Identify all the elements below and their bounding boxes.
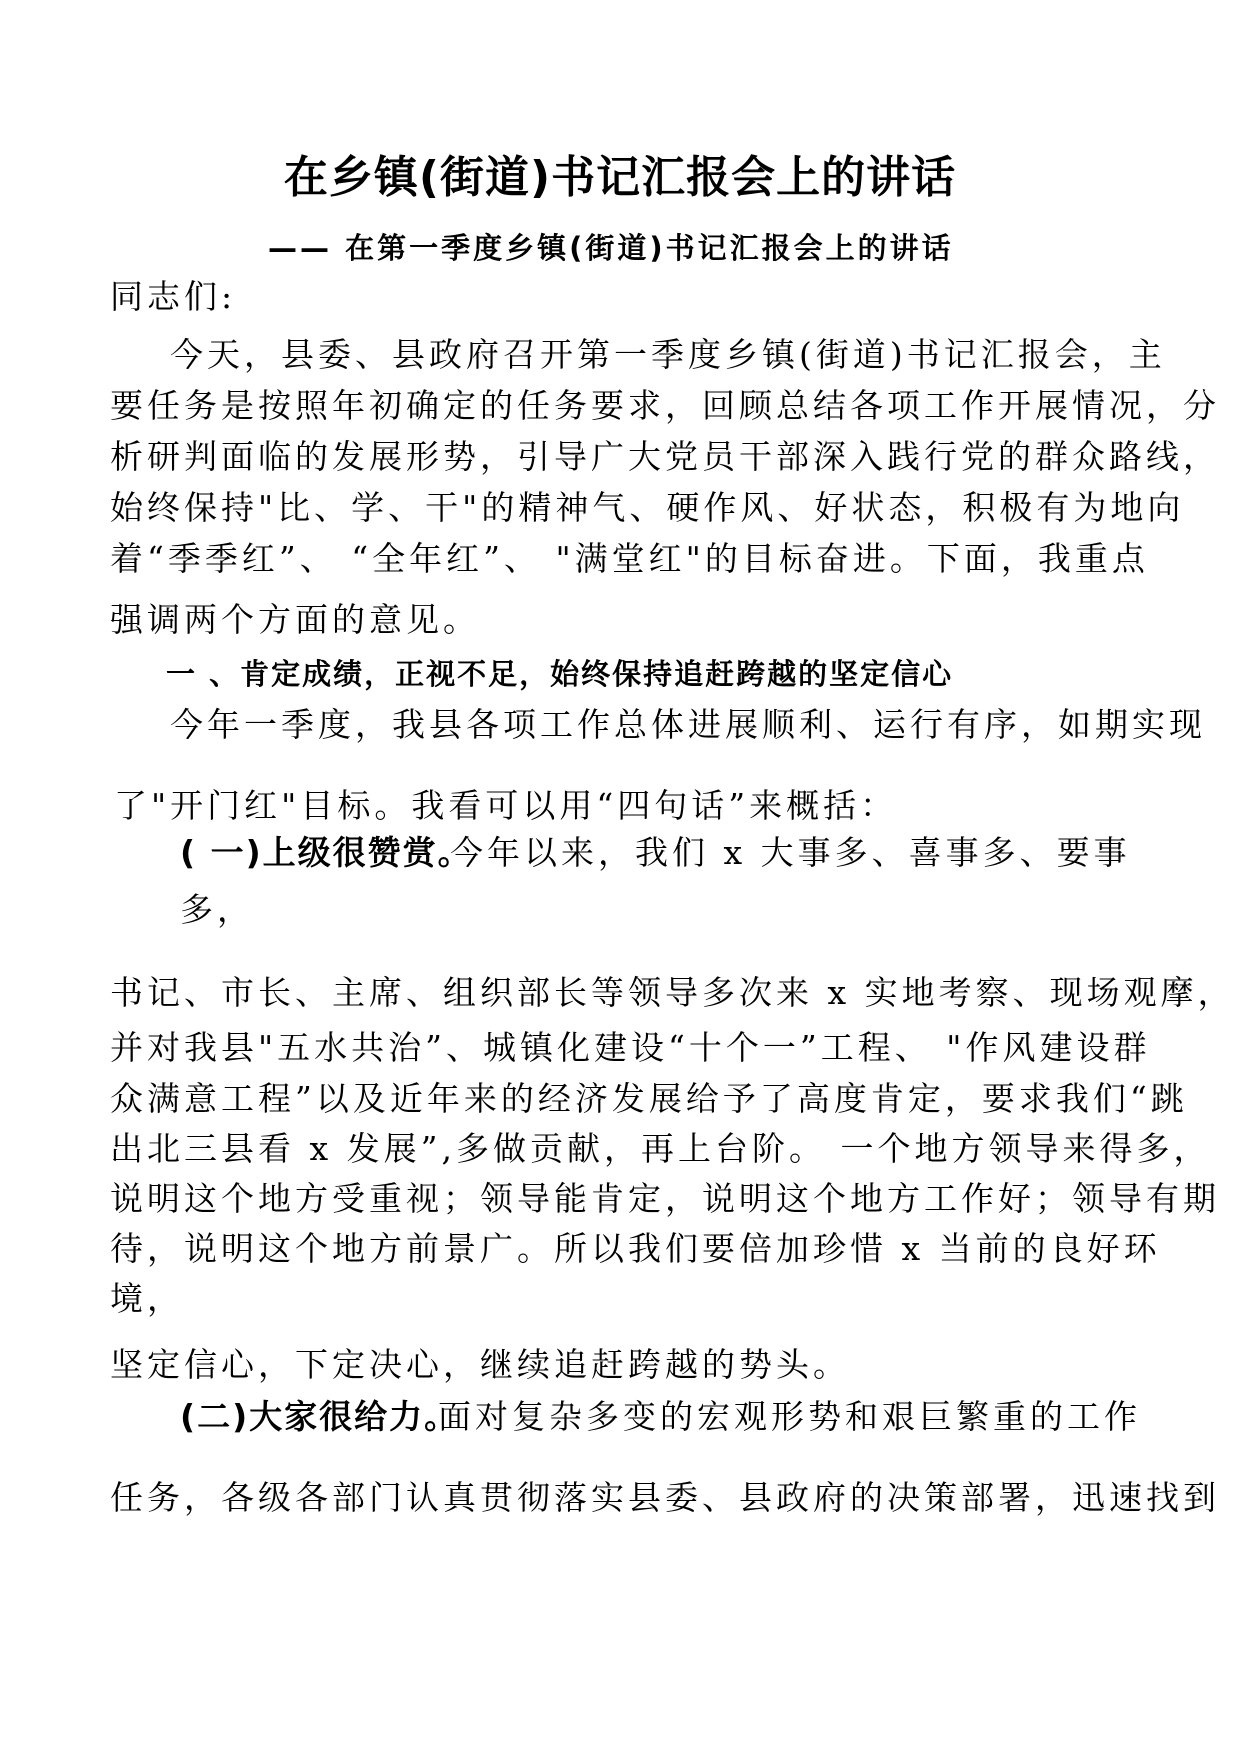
intro-line: 析研判面临的发展形势，引导广大党员干部深入践行党的群众路线， (110, 437, 1220, 476)
section-line: 今年一季度，我县各项工作总体进展顺利、运行有序，如期实现 (170, 705, 1206, 744)
salutation: 同志们: (110, 277, 237, 316)
intro-line: 今天，县委、县政府召开第一季度乡镇(街道)书记汇报会，主 (170, 335, 1166, 374)
point-first-line-continued: 多， (180, 890, 254, 929)
paragraph-line: 境， (110, 1279, 184, 1318)
point-first-line: 今年以来，我们 x 大事多、喜事多、要事 (450, 833, 1131, 872)
document-subtitle: —— 在第一季度乡镇(街道)书记汇报会上的讲话 (268, 231, 954, 265)
paragraph-line: 坚定信心，下定决心，继续追赶跨越的势头。 (110, 1345, 850, 1384)
paragraph-line: 任务，各级各部门认真贯彻落实县委、县政府的决策部署，迅速找到 (110, 1478, 1220, 1517)
section-heading: 一 、肯定成绩，正视不足，始终保持追赶跨越的坚定信心 (166, 657, 954, 691)
point-first-line: 面对复杂多变的宏观形势和艰巨繁重的工作 (438, 1397, 1141, 1436)
paragraph-line: 众满意工程”以及近年来的经济发展给予了高度肯定，要求我们“跳 (110, 1079, 1188, 1118)
intro-line: 着“季季红”、 “全年红”、 "满堂红"的目标奋进。下面，我重点 (110, 539, 1149, 578)
point-label: (二)大家很给力。 (180, 1397, 460, 1436)
intro-line: 强调两个方面的意见。 (110, 600, 480, 639)
paragraph-line: 待，说明这个地方前景广。所以我们要倍加珍惜 x 当前的良好环 (110, 1229, 1161, 1268)
document-title: 在乡镇(街道)书记汇报会上的讲话 (283, 152, 957, 203)
intro-line: 要任务是按照年初确定的任务要求，回顾总结各项工作开展情况，分 (110, 386, 1220, 425)
intro-line: 始终保持"比、学、干"的精神气、硬作风、好状态，积极有为地向 (110, 488, 1185, 527)
paragraph-line: 书记、市长、主席、组织部长等领导多次来 x 实地考察、现场观摩， (110, 973, 1235, 1012)
section-line: 了"开门红"目标。我看可以用“四句话”来概括： (114, 786, 898, 825)
paragraph-line: 说明这个地方受重视；领导能肯定，说明这个地方工作好；领导有期 (110, 1179, 1220, 1218)
point-label: ( 一)上级很赞赏。 (180, 833, 473, 872)
paragraph-line: 并对我县"五水共治”、城镇化建设“十个一”工程、 "作风建设群 (110, 1028, 1151, 1067)
paragraph-line: 出北三县看 x 发展”,多做贡献，再上台阶。 一个地方领导来得多， (110, 1129, 1211, 1168)
